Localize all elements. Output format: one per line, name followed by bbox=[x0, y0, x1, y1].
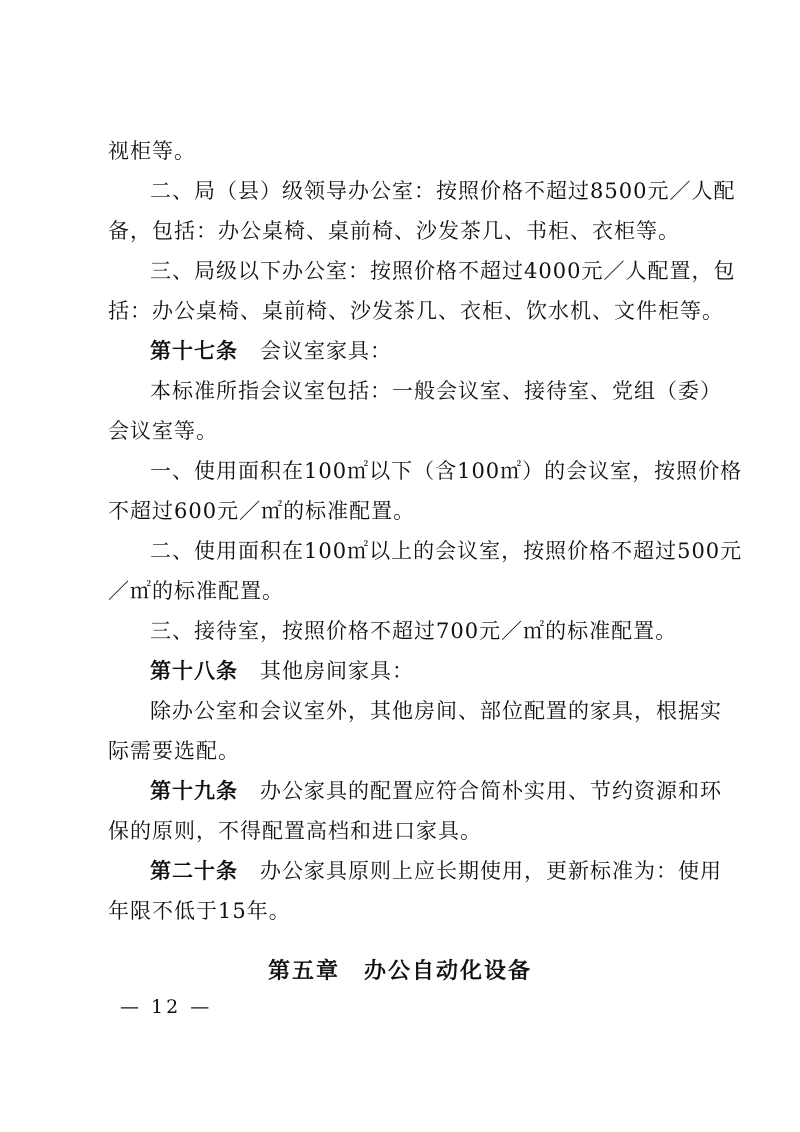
paragraph-line: 三、接待室，按照价格不超过700元／㎡的标准配置。 bbox=[150, 619, 678, 643]
paragraph-line: 括：办公桌椅、桌前椅、沙发茶几、衣柜、饮水机、文件柜等。 bbox=[108, 299, 724, 323]
paragraph-line: 际需要选配。 bbox=[108, 739, 240, 763]
paragraph-line: 三、局级以下办公室：按照价格不超过4000元／人配置，包 bbox=[150, 259, 736, 283]
paragraph-line: 一、使用面积在100㎡以下（含100㎡）的会议室，按照价格 bbox=[150, 459, 743, 483]
paragraph-line: 备，包括：办公桌椅、桌前椅、沙发茶几、书柜、衣柜等。 bbox=[108, 219, 680, 243]
page-number: — 12 — bbox=[120, 996, 213, 1018]
article-line bbox=[150, 656, 750, 686]
paragraph-line: ／㎡的标准配置。 bbox=[108, 579, 284, 603]
article-text: 办公家具原则上应长期使用，更新标准为：使用 bbox=[260, 859, 722, 883]
paragraph-line: 不超过600元／㎡的标准配置。 bbox=[108, 499, 416, 523]
article-line bbox=[150, 336, 750, 366]
article-number: 第十九条 bbox=[150, 778, 238, 803]
article-number: 第二十条 bbox=[150, 858, 238, 883]
article-text: 办公家具的配置应符合简朴实用、节约资源和环 bbox=[260, 779, 722, 803]
paragraph-line: 二、使用面积在100㎡以上的会议室，按照价格不超过500元 bbox=[150, 539, 743, 563]
article-number: 第十七条 bbox=[150, 338, 238, 363]
article-text: 会议室家具： bbox=[260, 339, 392, 363]
article-line bbox=[150, 776, 750, 806]
paragraph-line: 视柜等。 bbox=[108, 139, 196, 163]
paragraph-line: 会议室等。 bbox=[108, 419, 218, 443]
paragraph-line: 除办公室和会议室外，其他房间、部位配置的家具，根据实 bbox=[150, 699, 722, 723]
paragraph-line: 本标准所指会议室包括：一般会议室、接待室、党组（委） bbox=[150, 379, 722, 403]
article-line bbox=[150, 856, 750, 886]
article-number: 第十八条 bbox=[150, 658, 238, 683]
article-text: 其他房间家具： bbox=[260, 659, 414, 683]
paragraph-line: 二、局（县）级领导办公室：按照价格不超过8500元／人配 bbox=[150, 179, 736, 203]
paragraph-line: 保的原则，不得配置高档和进口家具。 bbox=[108, 819, 482, 843]
chapter-title: 第五章 办公自动化设备 bbox=[267, 958, 532, 984]
paragraph-line: 年限不低于15年。 bbox=[108, 899, 291, 923]
